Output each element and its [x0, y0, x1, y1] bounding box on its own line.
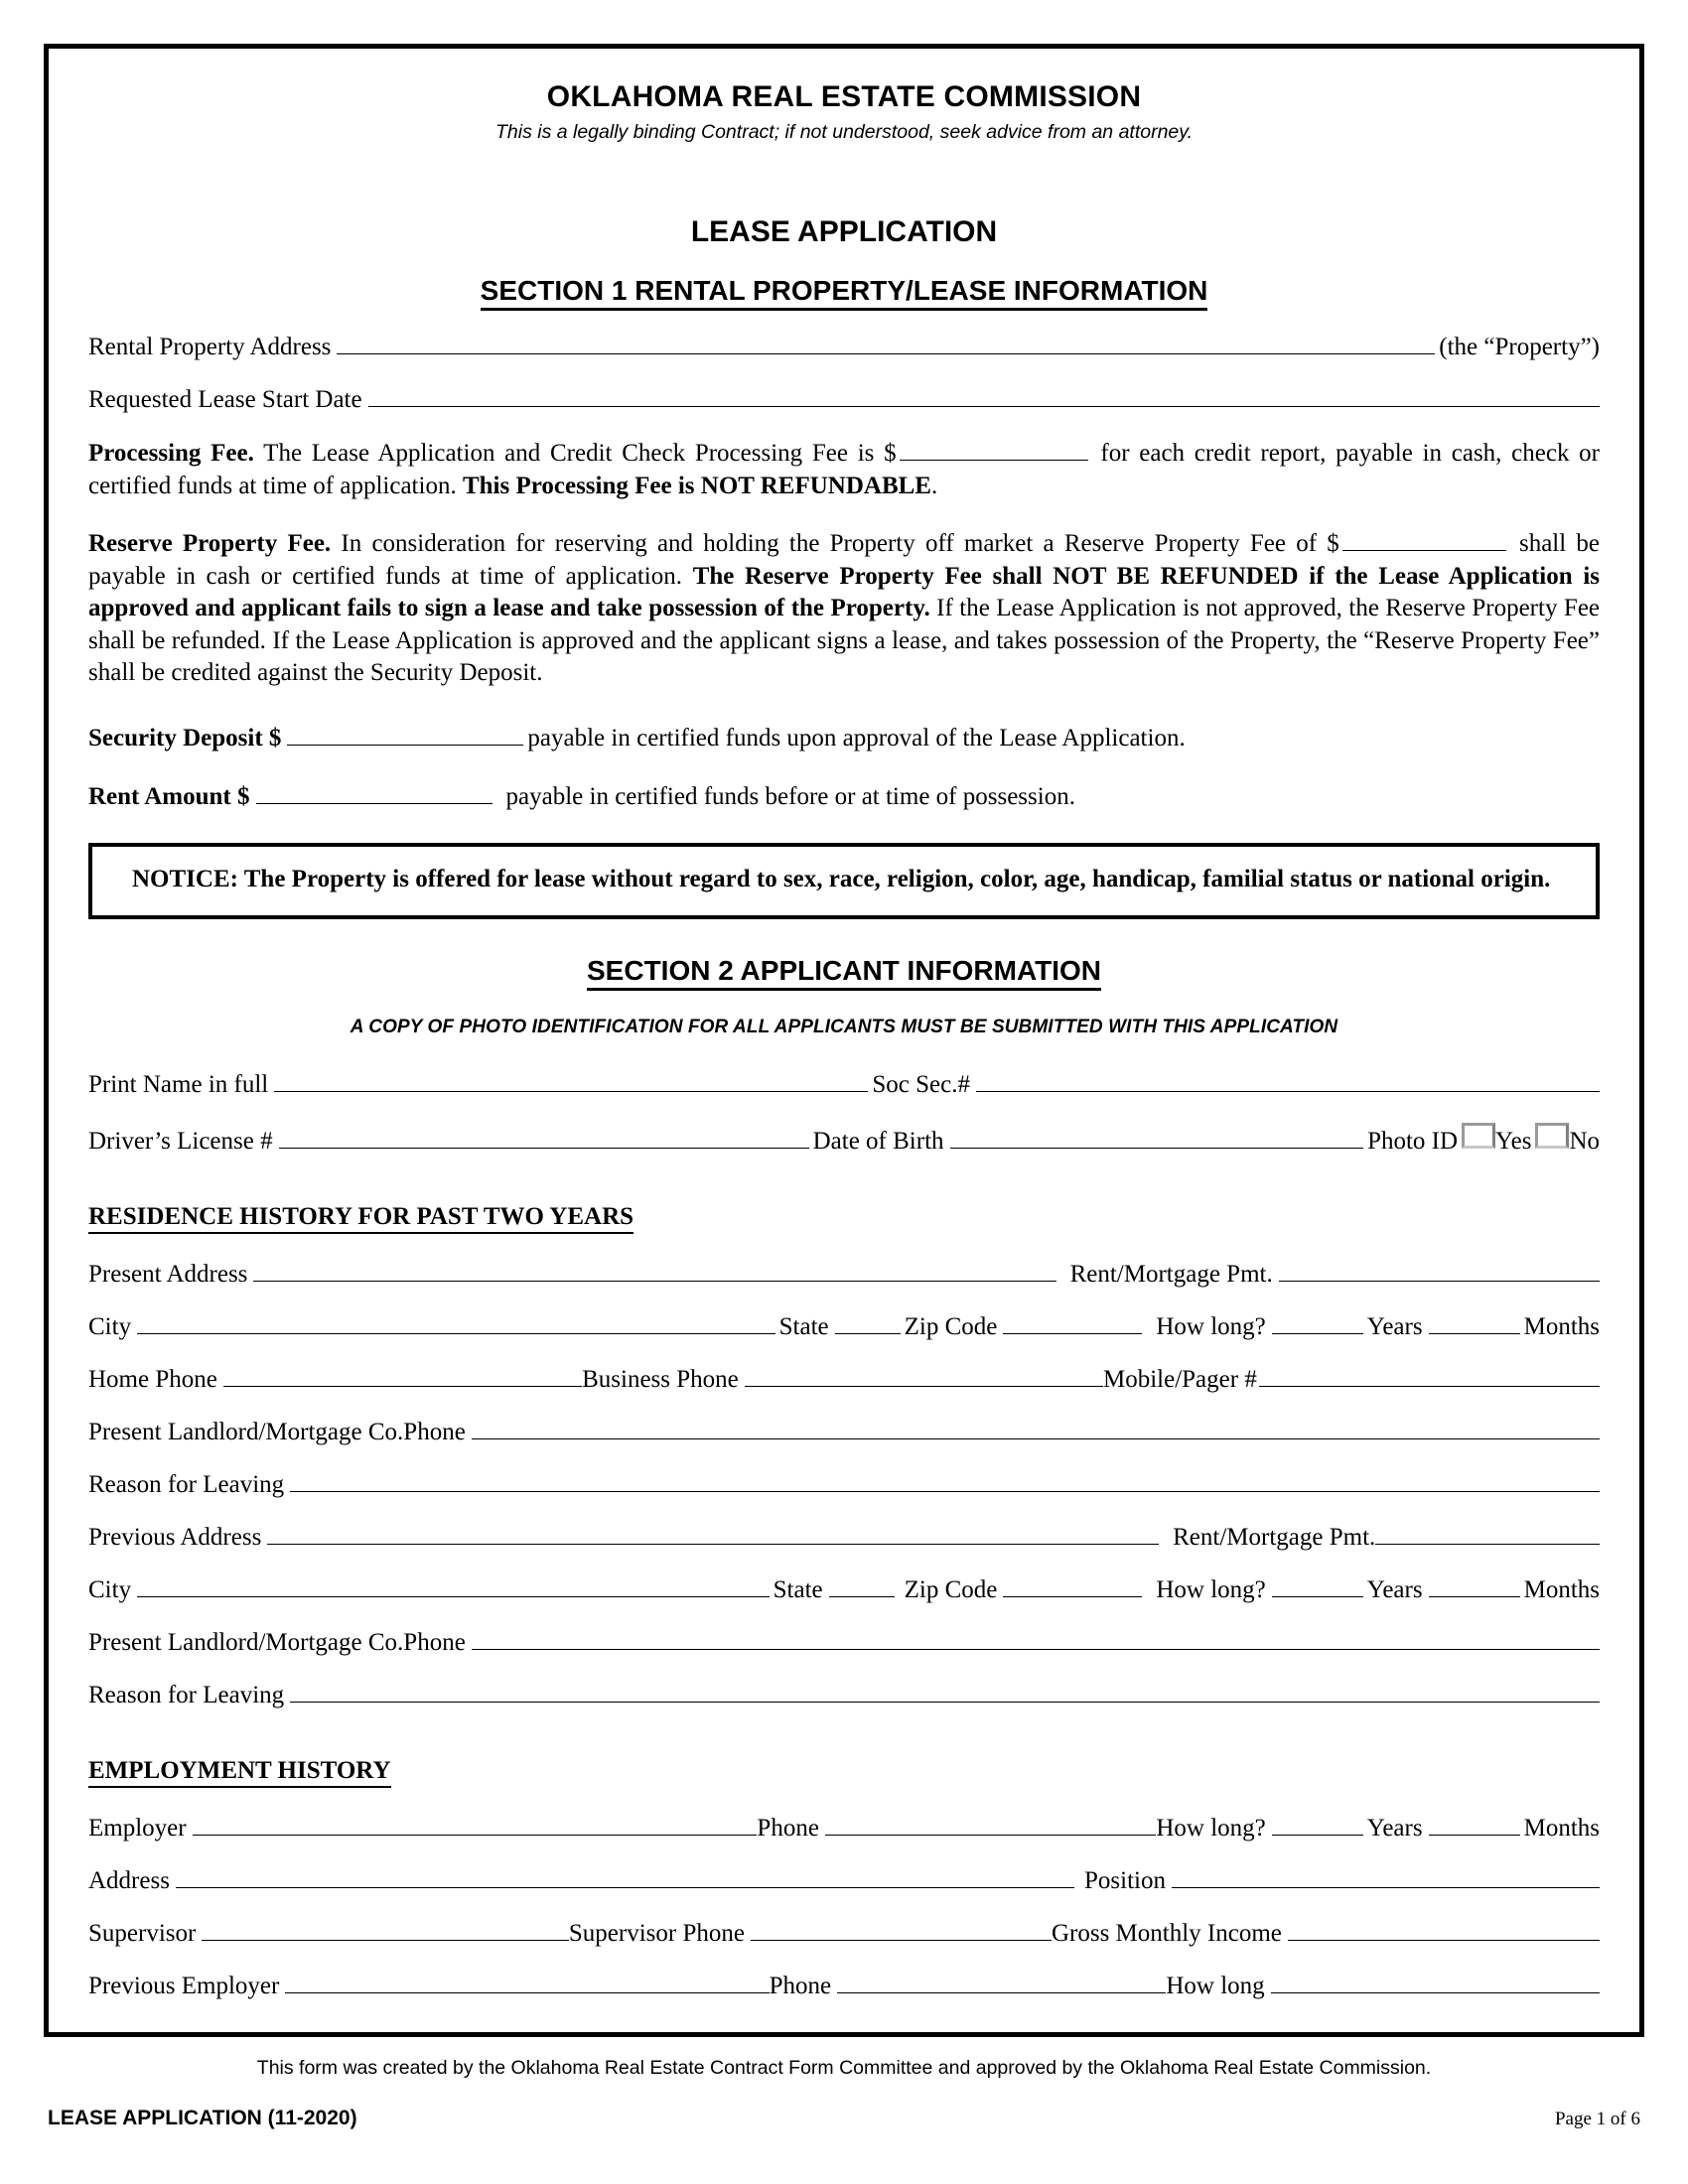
previous-address-input[interactable] — [267, 1519, 1159, 1545]
processing-fee-text-2: for each credit report, payable in cash, check or certified funds at time of application. — [88, 440, 1600, 499]
mobile-pager-input[interactable] — [1259, 1361, 1600, 1387]
employer-months-input[interactable] — [1429, 1810, 1520, 1836]
photo-id-no-checkbox[interactable] — [1535, 1123, 1569, 1149]
drivers-license-label: Driver’s License # — [88, 1128, 273, 1155]
residence-history-heading-wrap — [88, 1177, 1600, 1234]
processing-fee-period: . — [930, 472, 938, 499]
notice-box — [88, 843, 1600, 920]
print-name-label: Print Name in full — [88, 1071, 269, 1098]
security-deposit-label: Security Deposit $ — [88, 724, 282, 751]
present-months-label: Months — [1523, 1313, 1600, 1340]
reserve-fee-paragraph — [88, 528, 1600, 690]
employer-address-input[interactable] — [176, 1862, 1074, 1888]
previous-rent-mortgage-pmt-label: Rent/Mortgage Pmt. — [1173, 1524, 1376, 1551]
present-landlord-phone-label: Present Landlord/Mortgage Co.Phone — [88, 1419, 466, 1445]
previous-how-long-years-input[interactable] — [1272, 1571, 1363, 1597]
position-input[interactable] — [1172, 1862, 1600, 1888]
reserve-fee-amount-input[interactable] — [1342, 529, 1506, 551]
processing-fee-text — [88, 438, 1600, 502]
supervisor-row — [88, 1915, 1600, 1946]
processing-fee-paragraph — [88, 438, 1600, 502]
previous-address-label: Previous Address — [88, 1524, 262, 1551]
previous-how-long-months-input[interactable] — [1429, 1571, 1520, 1597]
photo-id-yes-label: Yes — [1495, 1128, 1532, 1155]
processing-fee-bold-tail: This Processing Fee is NOT REFUNDABLE — [462, 472, 931, 499]
previous-zip-label: Zip Code — [904, 1576, 998, 1603]
reserve-fee-text — [88, 528, 1600, 690]
business-phone-input[interactable] — [745, 1361, 1103, 1387]
employer-years-label: Years — [1366, 1815, 1423, 1842]
previous-landlord-phone-label: Present Landlord/Mortgage Co.Phone — [88, 1629, 466, 1656]
rent-amount-input[interactable] — [256, 778, 492, 804]
employer-phone-input[interactable] — [825, 1810, 1156, 1836]
requested-lease-start-label: Requested Lease Start Date — [88, 386, 362, 413]
processing-fee-text-1: The Lease Application and Credit Check Processing Fee is $ — [263, 440, 897, 467]
phones-row — [88, 1361, 1600, 1392]
present-rent-mortgage-pmt-input[interactable] — [1279, 1256, 1600, 1282]
section-1-heading-text: SECTION 1 RENTAL PROPERTY/LEASE INFORMATION — [481, 275, 1208, 311]
photo-id-yes-checkbox[interactable] — [1462, 1123, 1495, 1149]
photo-id-no-label: No — [1569, 1128, 1600, 1155]
supervisor-input[interactable] — [202, 1915, 569, 1941]
organization-title: OKLAHOMA REAL ESTATE COMMISSION — [546, 80, 1142, 113]
previous-city-row — [88, 1571, 1600, 1602]
requested-lease-start-row — [88, 381, 1600, 412]
reserve-fee-text-2: shall be payable in cash or certified funds at time of application. — [88, 530, 1601, 590]
previous-landlord-phone-input[interactable] — [472, 1624, 1600, 1650]
present-reason-leaving-input[interactable] — [290, 1466, 1600, 1492]
previous-years-label: Years — [1366, 1576, 1423, 1603]
previous-state-input[interactable] — [829, 1571, 895, 1597]
date-of-birth-input[interactable] — [950, 1123, 1364, 1149]
previous-city-label: City — [88, 1576, 132, 1603]
present-city-row — [88, 1308, 1600, 1339]
present-address-label: Present Address — [88, 1261, 248, 1288]
section-1-heading — [88, 275, 1600, 307]
previous-employer-label: Previous Employer — [88, 1973, 280, 1999]
previous-city-input[interactable] — [137, 1571, 770, 1597]
present-address-input[interactable] — [253, 1256, 1055, 1282]
employer-address-label: Address — [88, 1867, 170, 1894]
employer-input[interactable] — [193, 1810, 758, 1836]
previous-how-long-label: How long? — [1156, 1576, 1266, 1603]
property-paren-text: (the “Property”) — [1439, 334, 1600, 360]
drivers-license-input[interactable] — [279, 1123, 809, 1149]
present-zip-label: Zip Code — [904, 1313, 998, 1340]
security-deposit-row — [88, 720, 1600, 751]
present-years-label: Years — [1366, 1313, 1423, 1340]
supervisor-phone-input[interactable] — [751, 1915, 1052, 1941]
footer-form-name: LEASE APPLICATION (11-2020) — [48, 2107, 357, 2129]
footer-note: This form was created by the Oklahoma Real Estate Contract Form Committee and approved by the Oklahoma Real Estate Commission. — [256, 2057, 1432, 2079]
present-reason-leaving-row — [88, 1466, 1600, 1497]
present-address-row — [88, 1256, 1600, 1287]
gross-monthly-income-input[interactable] — [1288, 1915, 1600, 1941]
present-reason-leaving-label: Reason for Leaving — [88, 1471, 285, 1498]
reserve-fee-bold-mid: The Reserve Property Fee shall NOT BE REFUNDED if the Lease Application is approved and applicant fails to sign a lease and take possession of the Property. — [88, 562, 1600, 621]
gross-monthly-income-label: Gross Monthly Income — [1051, 1920, 1282, 1947]
requested-lease-start-input[interactable] — [368, 381, 1600, 407]
drivers-license-row — [88, 1123, 1600, 1154]
previous-employer-phone-input[interactable] — [837, 1968, 1166, 1993]
print-name-row — [88, 1066, 1600, 1097]
present-how-long-years-input[interactable] — [1272, 1308, 1363, 1334]
present-how-long-label: How long? — [1156, 1313, 1266, 1340]
rent-amount-trailing-text: payable in certified funds before or at time of possession. — [505, 782, 1075, 810]
home-phone-label: Home Phone — [88, 1366, 217, 1393]
supervisor-label: Supervisor — [88, 1920, 197, 1947]
employer-how-long-label: How long? — [1156, 1815, 1266, 1842]
mobile-pager-label: Mobile/Pager # — [1102, 1366, 1257, 1393]
present-landlord-phone-input[interactable] — [472, 1414, 1600, 1439]
previous-landlord-phone-row — [88, 1624, 1600, 1655]
residence-history-heading: RESIDENCE HISTORY FOR PAST TWO YEARS — [88, 1203, 633, 1234]
soc-sec-input[interactable] — [976, 1066, 1600, 1092]
section-2-heading-text: SECTION 2 APPLICANT INFORMATION — [587, 955, 1101, 991]
employer-row — [88, 1810, 1600, 1841]
previous-address-row — [88, 1519, 1600, 1550]
previous-reason-leaving-row — [88, 1677, 1600, 1707]
present-zip-input[interactable] — [1003, 1308, 1142, 1334]
employer-years-input[interactable] — [1272, 1810, 1363, 1836]
date-of-birth-label: Date of Birth — [812, 1128, 944, 1155]
security-deposit-input[interactable] — [287, 720, 523, 746]
employment-history-heading: EMPLOYMENT HISTORY — [88, 1757, 391, 1788]
employer-phone-label: Phone — [757, 1815, 819, 1842]
previous-reason-leaving-input[interactable] — [290, 1677, 1600, 1703]
previous-employer-input[interactable] — [285, 1968, 769, 1993]
previous-employer-how-long-label: How long — [1166, 1973, 1265, 1999]
photo-id-note: A COPY OF PHOTO IDENTIFICATION FOR ALL APPLICANTS MUST BE SUBMITTED WITH THIS APPLICATION — [350, 1017, 1338, 1037]
present-how-long-months-input[interactable] — [1429, 1308, 1520, 1334]
processing-fee-amount-input[interactable] — [900, 439, 1088, 461]
home-phone-input[interactable] — [223, 1361, 582, 1387]
present-state-input[interactable] — [835, 1308, 901, 1334]
security-deposit-trailing-text: payable in certified funds upon approval of the Lease Application. — [527, 724, 1186, 751]
present-state-label: State — [778, 1313, 829, 1340]
rental-property-address-input[interactable] — [337, 329, 1435, 354]
present-city-input[interactable] — [137, 1308, 775, 1334]
employer-label: Employer — [88, 1815, 187, 1842]
previous-reason-leaving-label: Reason for Leaving — [88, 1682, 285, 1708]
photo-id-label: Photo ID — [1367, 1128, 1459, 1155]
rent-amount-label: Rent Amount $ — [88, 782, 250, 810]
employer-months-label: Months — [1523, 1815, 1600, 1842]
print-name-input[interactable] — [274, 1066, 868, 1092]
previous-rent-mortgage-pmt-input[interactable] — [1375, 1519, 1600, 1545]
document-title: LEASE APPLICATION — [690, 215, 998, 248]
rent-amount-row — [88, 778, 1600, 809]
previous-employer-how-long-input[interactable] — [1271, 1968, 1600, 1993]
rental-property-address-label: Rental Property Address — [88, 334, 332, 360]
organization-subtitle: This is a legally binding Contract; if not understood, seek advice from an attorney. — [494, 121, 1193, 143]
supervisor-phone-label: Supervisor Phone — [568, 1920, 745, 1947]
form-frame — [44, 44, 1644, 2037]
processing-fee-bold-lead: Processing Fee. — [88, 440, 254, 467]
soc-sec-label: Soc Sec.# — [872, 1071, 970, 1098]
reserve-fee-bold-lead: Reserve Property Fee. — [88, 530, 332, 557]
reserve-fee-text-1: In consideration for reserving and holding the Property off market a Reserve Property Fee of $ — [341, 530, 1339, 557]
notice-text: NOTICE: The Property is offered for lease without regard to sex, race, religion, color, age, handicap, familial status or national origin. — [132, 865, 1551, 892]
present-rent-mortgage-pmt-label: Rent/Mortgage Pmt. — [1069, 1261, 1273, 1288]
section-2-heading — [88, 955, 1600, 987]
page-footer — [44, 2057, 1644, 2130]
business-phone-label: Business Phone — [582, 1366, 739, 1393]
previous-months-label: Months — [1523, 1576, 1600, 1603]
position-label: Position — [1084, 1867, 1166, 1894]
previous-employer-row — [88, 1968, 1600, 1998]
footer-page-number: Page 1 of 6 — [1554, 2109, 1640, 2129]
previous-zip-input[interactable] — [1003, 1571, 1142, 1597]
present-city-label: City — [88, 1313, 132, 1340]
footer-bar — [44, 2107, 1644, 2130]
present-landlord-phone-row — [88, 1414, 1600, 1444]
rental-property-address-row — [88, 329, 1600, 359]
employer-address-row — [88, 1862, 1600, 1893]
previous-employer-phone-label: Phone — [769, 1973, 832, 1999]
employment-history-heading-wrap — [88, 1731, 1600, 1788]
previous-state-label: State — [773, 1576, 823, 1603]
reserve-fee-text-3: If the Lease Application is not approved, the Reserve Property Fee shall be refunded. If the Lease Application is approved and the applicant signs a lease, and takes possession of the Property, the “Reserve Property Fee” shall be credited against the Security Deposit. — [88, 595, 1601, 686]
